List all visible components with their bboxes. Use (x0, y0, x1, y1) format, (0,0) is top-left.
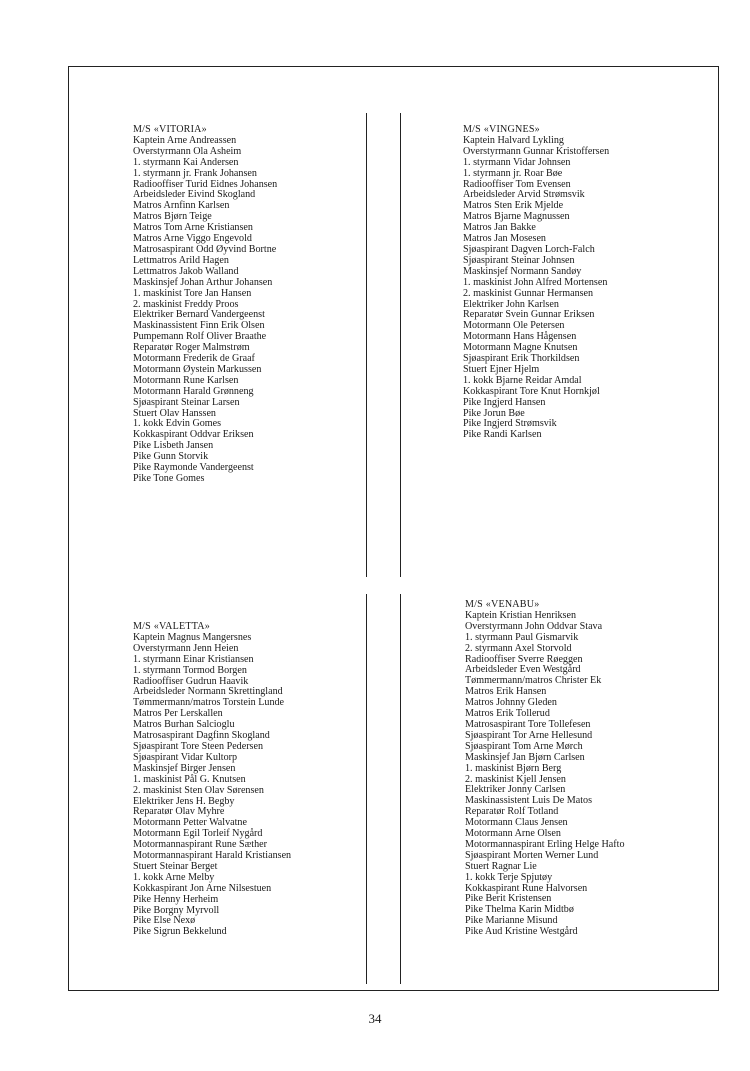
crew-member: Sjøaspirant Steinar Johnsen (463, 254, 575, 266)
crew-member: Stuert Steinar Berget (133, 860, 218, 872)
crew-member: Matros Bjarne Magnussen (463, 211, 570, 223)
column-divider-upper-left (366, 113, 367, 577)
crew-member: Overstyrmann Gunnar Kristoffersen (463, 145, 610, 157)
ship-valetta (133, 622, 291, 938)
crew-member: Motormann Ole Petersen (463, 320, 565, 332)
crew-member: 1. styrmann Vidar Johnsen (463, 156, 571, 168)
crew-member: 2. maskinist Freddy Proos (133, 298, 239, 310)
page-number: 34 (368, 1011, 382, 1026)
crew-member: Reparatør Svein Gunnar Eriksen (463, 309, 595, 321)
crew-member: Elektriker Bernard Vandergeenst (133, 309, 265, 321)
crew-member: Matros Bjørn Teige (133, 211, 212, 223)
crew-member: Tømmermann/matros Torstein Lunde (133, 697, 285, 709)
crew-member: Tømmermann/matros Christer Ek (465, 675, 602, 687)
crew-member: Motormann Hans Hågensen (463, 331, 577, 343)
crew-member: Arbeidsleder Arvid Strømsvik (463, 189, 585, 201)
crew-member: Kokkaspirant Jon Arne Nilsestuen (133, 882, 272, 894)
crew-member: Sjøaspirant Tore Steen Pedersen (133, 740, 264, 752)
crew-member: Matros Erik Hansen (465, 686, 547, 698)
crew-member: Motormann Petter Walvatne (133, 817, 247, 829)
crew-member: 1. maskinist John Alfred Mortensen (463, 276, 608, 288)
crew-member: 1. styrmann Kai Andersen (133, 156, 239, 168)
crew-member: Sjøaspirant Tom Arne Mørch (465, 740, 583, 752)
crew-member: Maskinassistent Luis De Matos (465, 795, 593, 807)
crew-member: 1. maskinist Tore Jan Hansen (133, 287, 252, 299)
crew-member: Stuert Ejner Hjelm (463, 363, 540, 375)
crew-member: Sjøaspirant Vidar Kultorp (133, 751, 238, 763)
crew-member: Pike Marianne Misund (465, 915, 558, 927)
crew-member: Motormann Claus Jensen (465, 817, 568, 829)
crew-member: Pike Raymonde Vandergeenst (133, 462, 254, 474)
crew-member: Pike Berit Kristensen (465, 893, 552, 905)
crew-member: Pike Randi Karlsen (463, 429, 542, 441)
crew-member: Stuert Olav Hanssen (133, 407, 216, 419)
crew-member: Matrosaspirant Odd Øyvind Bortne (133, 243, 277, 255)
crew-member: Kokkaspirant Rune Halvorsen (465, 882, 588, 894)
crew-member: 2. styrmann Axel Storvold (465, 642, 572, 654)
crew-member: Maskinsjef Jan Bjørn Carlsen (465, 751, 585, 763)
crew-member: 2. maskinist Gunnar Hermansen (463, 287, 594, 299)
crew-member: Lettmatros Arild Hagen (133, 254, 229, 266)
ship-vingnes (463, 125, 609, 441)
crew-member: Pike Borgny Myrvoll (133, 904, 220, 916)
crew-member: Motormann Øystein Markussen (133, 363, 262, 375)
crew-member: Sjøaspirant Erik Thorkildsen (463, 353, 580, 365)
crew-member: Reparatør Olav Myhre (133, 806, 225, 818)
crew-member: Stuert Ragnar Lie (465, 860, 537, 872)
crew-member: Motormann Rune Karlsen (133, 374, 239, 386)
crew-member: 1. kokk Arne Melby (133, 871, 215, 883)
crew-member: Pike Jorun Bøe (463, 407, 525, 419)
crew-member: Arbeidsleder Eivind Skogland (133, 189, 256, 201)
crew-member: Pike Ingjerd Strømsvik (463, 418, 557, 430)
crew-member: Motormann Magne Knutsen (463, 342, 578, 354)
crew-member: Matros Arnfinn Karlsen (133, 200, 230, 212)
ship-title: M/S «VINGNES» (463, 124, 540, 135)
crew-member: Matros Jan Bakke (463, 222, 536, 234)
crew-member: Pike Else Nexø (133, 915, 196, 927)
crew-member: Matros Burhan Salcioglu (133, 719, 235, 731)
crew-member: 1. maskinist Bjørn Berg (465, 762, 562, 774)
crew-member: Sjøaspirant Tor Arne Hellesund (465, 729, 593, 741)
crew-member: Lettmatros Jakob Walland (133, 265, 239, 277)
ship-vitoria (133, 125, 277, 485)
crew-member: Overstyrmann Jenn Heien (133, 642, 239, 654)
crew-member: Radiooffiser Turid Eidnes Johansen (133, 178, 278, 190)
crew-member: Elektriker Jonny Carlsen (465, 784, 566, 796)
crew-member: Reparatør Rolf Totland (465, 806, 559, 818)
crew-member: Sjøaspirant Steinar Larsen (133, 396, 240, 408)
crew-member: Motormann Frederik de Graaf (133, 353, 255, 365)
crew-member: Matros Johnny Gleden (465, 697, 557, 709)
crew-member: Reparatør Roger Malmstrøm (133, 342, 250, 354)
crew-member: Radiooffiser Gudrun Haavik (133, 675, 249, 687)
crew-member: 1. maskinist Pål G. Knutsen (133, 773, 246, 785)
crew-member: 1. kokk Terje Spjutøy (465, 871, 553, 883)
ship-venabu (465, 600, 625, 938)
crew-member: Motormannaspirant Harald Kristiansen (133, 850, 292, 862)
crew-member: Matros Arne Viggo Engevold (133, 233, 252, 245)
crew-member: Pumpemann Rolf Oliver Braathe (133, 331, 267, 343)
crew-member: Elektriker Jens H. Begby (133, 795, 235, 807)
crew-member: Matros Erik Tollerud (465, 708, 550, 720)
crew-member: Arbeidsleder Normann Skrettingland (133, 686, 283, 698)
crew-member: Kokkaspirant Oddvar Eriksen (133, 429, 254, 441)
crew-member: Overstyrmann John Oddvar Stava (465, 620, 603, 632)
crew-member: Maskinsjef Johan Arthur Johansen (133, 276, 273, 288)
crew-member: Matros Sten Erik Mjelde (463, 200, 564, 212)
crew-member: Radiooffiser Tom Evensen (463, 178, 571, 190)
crew-member: Elektriker John Karlsen (463, 298, 559, 310)
crew-member: 1. styrmann jr. Roar Bøe (463, 167, 563, 179)
crew-member: Overstyrmann Ola Asheim (133, 145, 242, 157)
crew-member: Motormann Egil Torleif Nygård (133, 828, 263, 840)
crew-member: 1. kokk Bjarne Reidar Amdal (463, 374, 582, 386)
crew-member: Matros Jan Mosesen (463, 233, 546, 245)
crew-member: Kaptein Halvard Lykling (463, 134, 564, 146)
crew-member: Pike Gunn Storvik (133, 451, 209, 463)
crew-member: Motormann Harald Grønneng (133, 385, 254, 397)
crew-member: Kokkaspirant Tore Knut Hornkjøl (463, 385, 600, 397)
crew-member: Kaptein Magnus Mangersnes (133, 631, 252, 643)
crew-member: Maskinassistent Finn Erik Olsen (133, 320, 265, 332)
crew-member: Matros Tom Arne Kristiansen (133, 222, 253, 234)
crew-member: Pike Lisbeth Jansen (133, 440, 214, 452)
crew-member: Arbeidsleder Even Westgård (465, 664, 581, 676)
crew-member: Pike Henny Herheim (133, 893, 219, 905)
ship-title: M/S «VALETTA» (133, 621, 211, 632)
ship-title: M/S «VENABU» (465, 599, 540, 610)
crew-member: Pike Thelma Karin Midtbø (465, 904, 574, 916)
crew-member: Matrosaspirant Tore Tollefesen (465, 718, 591, 730)
crew-member: Pike Aud Kristine Westgård (465, 926, 578, 938)
crew-member: Sjøaspirant Morten Werner Lund (465, 849, 599, 861)
crew-member: Pike Sigrun Bekkelund (133, 926, 227, 938)
ship-title: M/S «VITORIA» (133, 124, 207, 135)
crew-member: Matrosaspirant Dagfinn Skogland (133, 730, 270, 742)
crew-member: Pike Ingjerd Hansen (463, 396, 546, 408)
crew-member: Matros Per Lerskallen (133, 708, 223, 720)
crew-member: Motormann Arne Olsen (465, 828, 561, 840)
crew-member: Maskinsjef Birger Jensen (133, 762, 236, 774)
crew-member: Motormannaspirant Rune Sæther (133, 839, 268, 851)
crew-member: 1. styrmann Paul Gismarvik (465, 631, 579, 643)
crew-member: Pike Tone Gomes (133, 473, 205, 484)
crew-member: Kaptein Arne Andreassen (133, 134, 237, 146)
crew-member: Radiooffiser Sverre Røeggen (465, 653, 583, 665)
crew-member: Maskinsjef Normann Sandøy (463, 265, 582, 277)
crew-member: Sjøaspirant Dagven Lorch-Falch (463, 243, 595, 255)
crew-member: 1. styrmann Einar Kristiansen (133, 653, 254, 665)
crew-member: 1. kokk Edvin Gomes (133, 418, 222, 430)
column-divider-lower-left (366, 594, 367, 984)
crew-member: 2. maskinist Sten Olav Sørensen (133, 784, 264, 796)
crew-member: 2. maskinist Kjell Jensen (465, 773, 566, 785)
crew-member: 1. styrmann jr. Frank Johansen (133, 167, 257, 179)
column-divider-lower-right (400, 594, 401, 984)
column-divider-upper-right (400, 113, 401, 577)
crew-member: 1. styrmann Tormod Borgen (133, 664, 247, 676)
crew-member: Kaptein Kristian Henriksen (465, 609, 577, 621)
crew-member: Motormannaspirant Erling Helge Hafto (465, 838, 625, 850)
